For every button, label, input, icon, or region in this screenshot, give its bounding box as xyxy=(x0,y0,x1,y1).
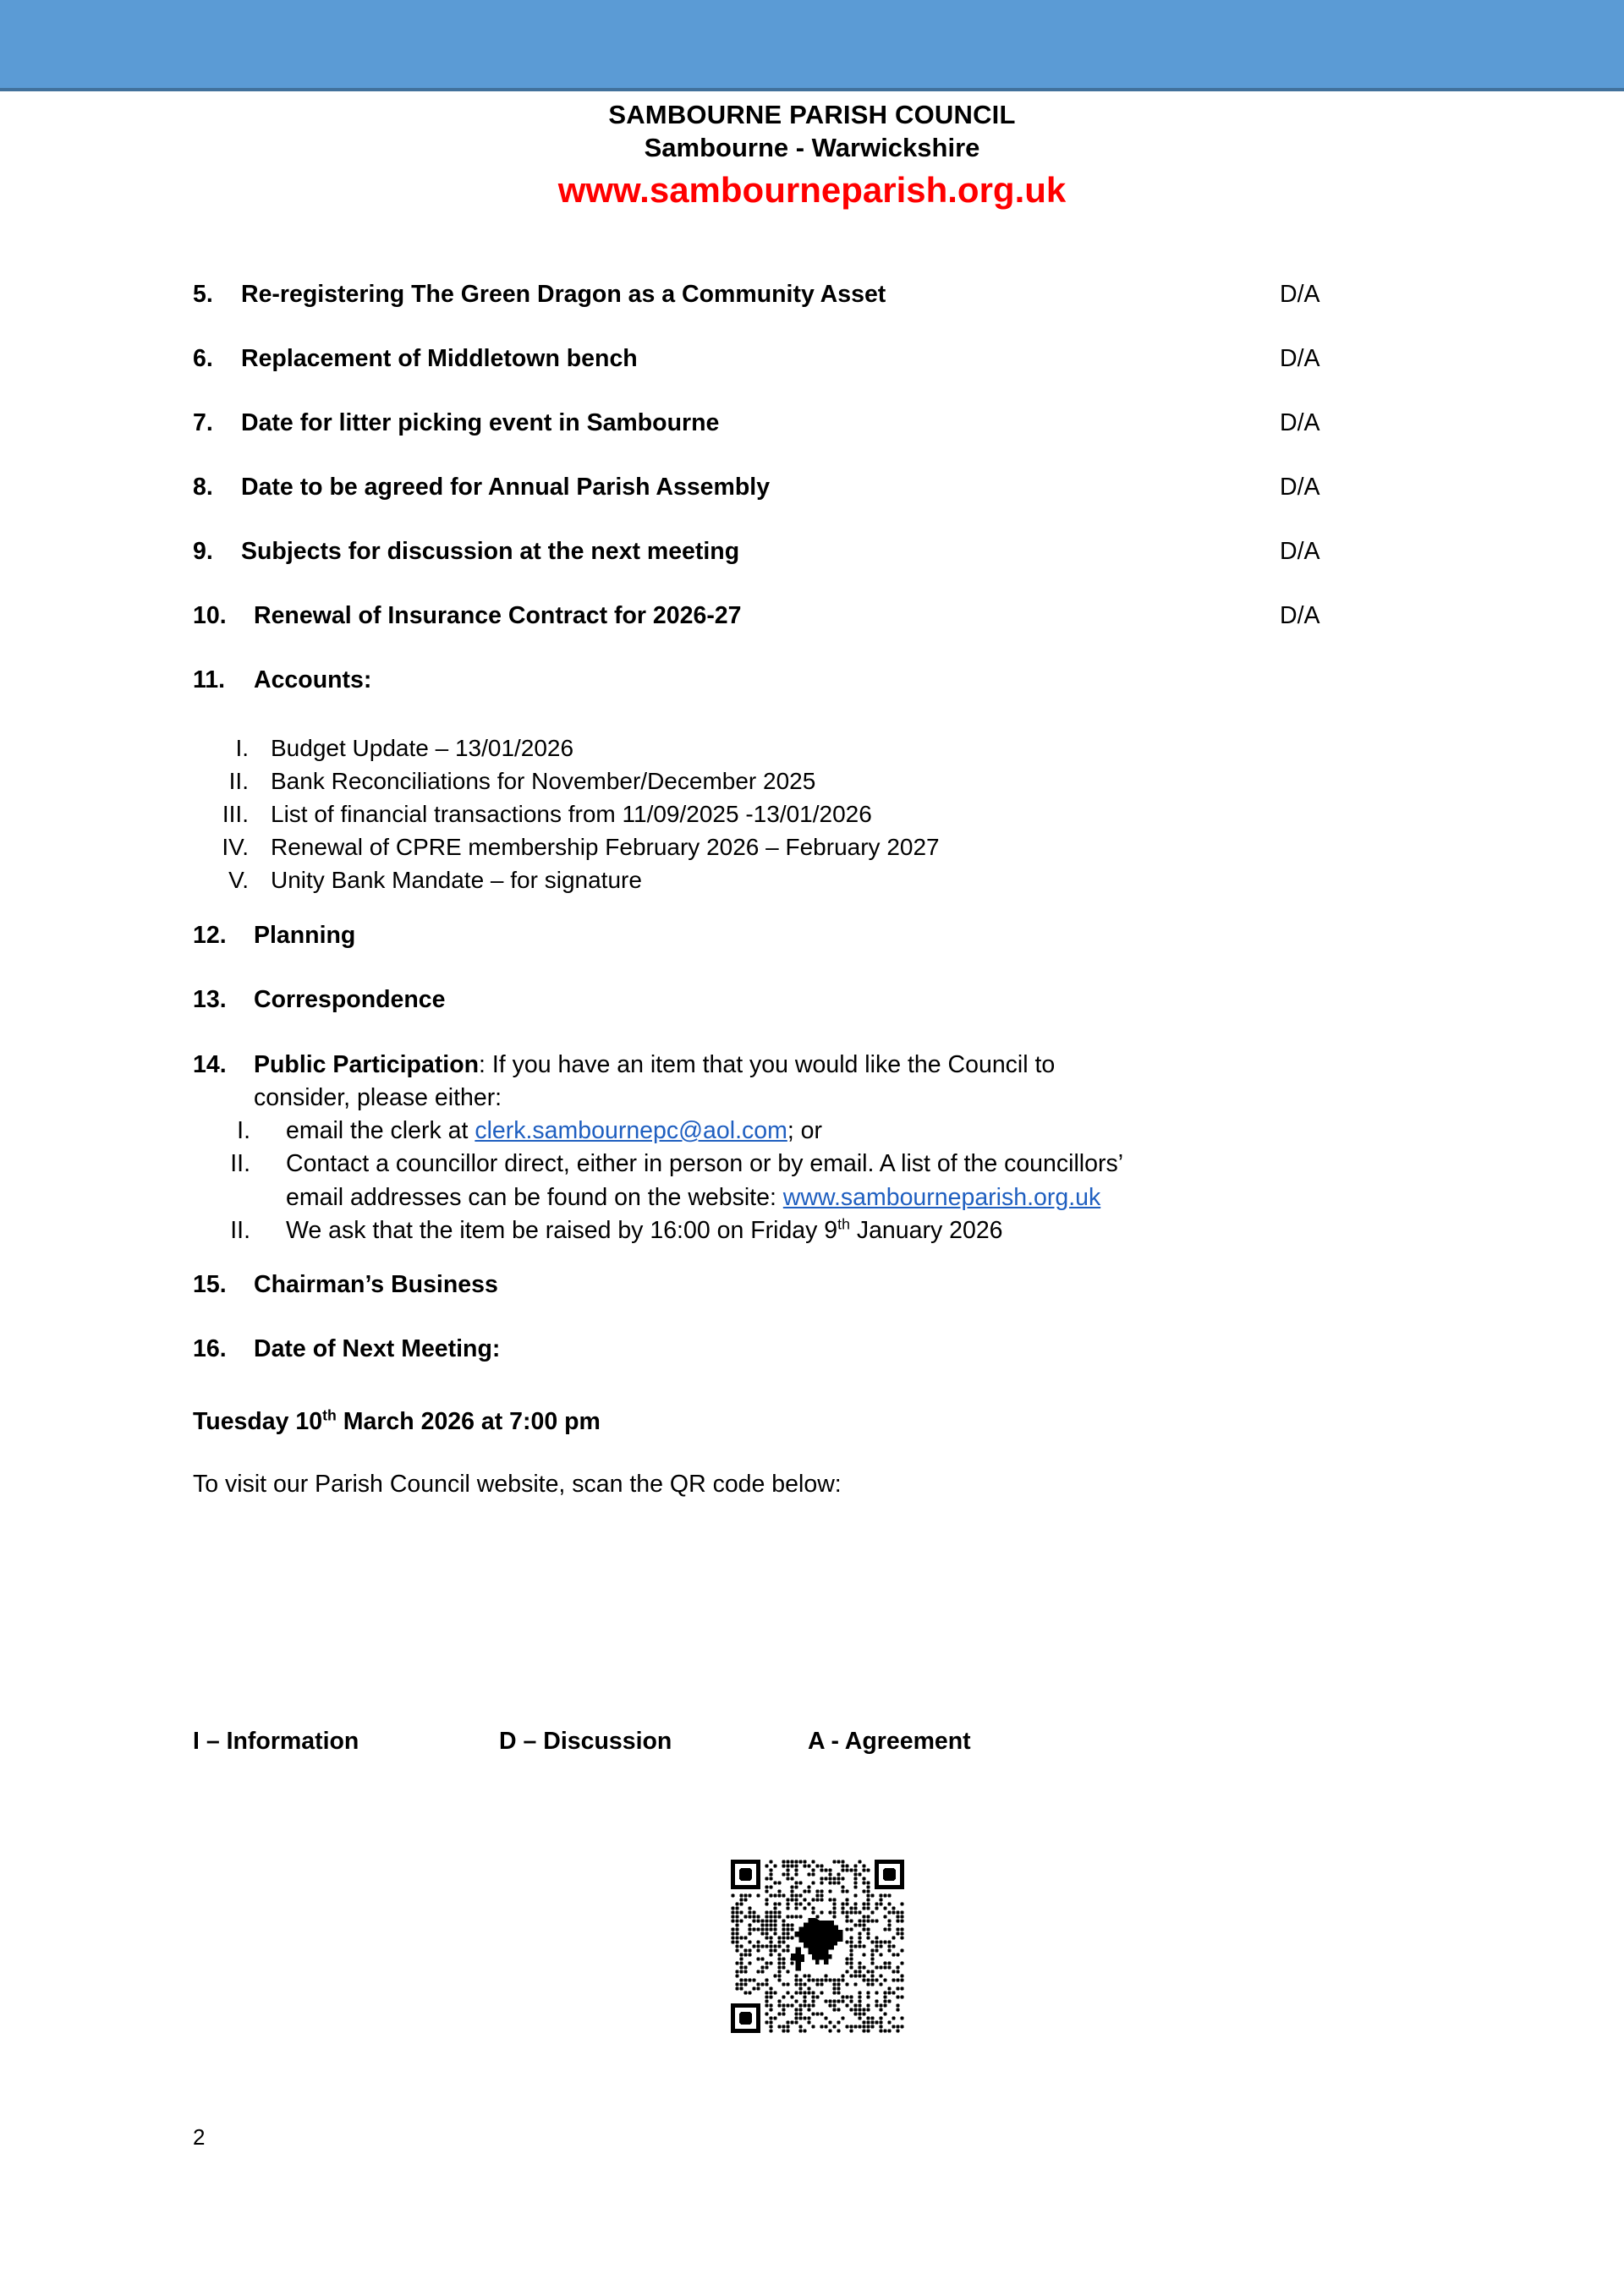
public-participation-option-1 xyxy=(193,1115,1479,1148)
accounts-sub-item-v xyxy=(193,864,1462,897)
option-numeral: I. xyxy=(237,1117,250,1145)
agenda-item-code: D/A xyxy=(1280,538,1320,566)
agenda-item-number: 16. xyxy=(193,1335,227,1363)
parish-website-link[interactable]: www.sambourneparish.org.uk xyxy=(782,1183,1101,1211)
option-suffix: ; or xyxy=(787,1117,823,1145)
agenda-item-text: Renewal of Insurance Contract for 2026-27 xyxy=(254,602,742,630)
option-numeral: II. xyxy=(230,1150,250,1178)
ordinal-suffix: th xyxy=(322,1406,337,1424)
qr-code-svg xyxy=(731,1860,904,2033)
option-prefix: email the clerk at xyxy=(286,1117,475,1145)
accounts-sub-numeral: III. xyxy=(222,801,249,828)
ordinal-suffix: th xyxy=(837,1215,850,1233)
accounts-sub-item-iv xyxy=(193,831,1462,864)
header-blue-band xyxy=(0,0,1624,88)
parish-website-qr-code xyxy=(731,1860,904,2033)
accounts-sub-numeral: II. xyxy=(228,768,249,795)
agenda-item-number: 12. xyxy=(193,921,227,949)
council-location: Sambourne - Warwickshire xyxy=(644,132,980,162)
agenda-item-code: D/A xyxy=(1280,281,1320,308)
legend-row xyxy=(193,1728,1624,1756)
header-band-rule xyxy=(0,88,1624,91)
option-prefix: We ask that the item be raised by 16:00 on Friday 9 xyxy=(286,1217,838,1244)
agenda-item-9 xyxy=(193,536,1428,567)
option-second-line-prefix: email addresses can be found on the website: xyxy=(286,1183,783,1211)
option-text xyxy=(286,1115,1479,1148)
agenda-item-code: D/A xyxy=(1280,602,1320,630)
agenda-item-number: 6. xyxy=(193,345,213,373)
agenda-item-8 xyxy=(193,472,1428,503)
accounts-sub-numeral: IV. xyxy=(222,834,249,861)
agenda-item-12 xyxy=(193,920,1428,951)
public-participation-intro-continued: consider, please either: xyxy=(254,1083,502,1111)
option-suffix: January 2026 xyxy=(849,1217,1003,1244)
agenda-item-text: Re-registering The Green Dragon as a Community Asset xyxy=(241,281,886,308)
letterhead xyxy=(0,100,1624,214)
option-numeral: II. xyxy=(230,1217,250,1244)
agenda-item-text: Planning xyxy=(254,921,356,949)
agenda-item-7 xyxy=(193,408,1428,439)
public-participation-option-3 xyxy=(193,1214,1479,1247)
option-text xyxy=(286,1148,1479,1214)
agenda-item-text: Date to be agreed for Annual Parish Assembly xyxy=(241,474,771,501)
agenda-item-16 xyxy=(193,1334,1428,1365)
agenda-item-11 xyxy=(193,665,1428,696)
accounts-sub-text: Budget Update – 13/01/2026 xyxy=(271,735,574,762)
accounts-sub-text: Bank Reconciliations for November/December 2025 xyxy=(271,768,816,795)
legend-information: I – Information xyxy=(193,1727,359,1755)
agenda-item-text: Date for litter picking event in Sambourne xyxy=(241,409,720,437)
legend-agreement: A - Agreement xyxy=(808,1727,971,1755)
next-meeting-prefix: Tuesday 10 xyxy=(193,1408,323,1436)
agenda-item-text: Subjects for discussion at the next meeting xyxy=(241,538,740,566)
public-participation-intro xyxy=(254,1049,1462,1082)
agenda-item-code: D/A xyxy=(1280,345,1320,373)
public-participation-label: Public Participation xyxy=(254,1050,480,1078)
agenda-item-text: Chairman’s Business xyxy=(254,1271,498,1299)
agenda-item-15 xyxy=(193,1269,1428,1301)
council-website-url: www.sambourneparish.org.uk xyxy=(557,170,1067,211)
option-prefix: Contact a councillor direct, either in person or by email. A list of the councillors’ xyxy=(286,1150,1124,1178)
option-text xyxy=(286,1214,1479,1247)
public-participation-intro-rest: : If you have an item that you would like the Council to xyxy=(479,1050,1056,1078)
agenda-item-number: 15. xyxy=(193,1271,227,1299)
accounts-sub-item-i xyxy=(193,732,1462,765)
agenda-item-number: 10. xyxy=(193,602,227,630)
agenda-item-code: D/A xyxy=(1280,409,1320,437)
next-meeting-suffix: March 2026 at 7:00 pm xyxy=(336,1408,601,1436)
accounts-sub-text: List of financial transactions from 11/09/2025 -13/01/2026 xyxy=(271,801,872,828)
council-name: SAMBOURNE PARISH COUNCIL xyxy=(608,100,1016,129)
agenda-item-text: Replacement of Middletown bench xyxy=(241,345,638,373)
agenda-item-number: 7. xyxy=(193,409,213,437)
legend-discussion: D – Discussion xyxy=(499,1727,672,1755)
agenda-item-number: 8. xyxy=(193,474,213,501)
agenda-item-text: Correspondence xyxy=(254,985,446,1013)
accounts-sub-item-ii xyxy=(193,765,1462,798)
accounts-sub-text: Unity Bank Mandate – for signature xyxy=(271,866,642,893)
public-participation-option-2 xyxy=(193,1148,1479,1214)
agenda-item-number: 9. xyxy=(193,538,213,566)
clerk-email-link[interactable]: clerk.sambournepc@aol.com xyxy=(475,1117,787,1145)
document-body xyxy=(0,279,1624,1756)
agenda-item-code: D/A xyxy=(1280,474,1320,501)
agenda-item-5 xyxy=(193,279,1428,310)
accounts-sub-text: Renewal of CPRE membership February 2026 – February 2027 xyxy=(271,834,940,861)
next-meeting-date xyxy=(193,1406,1624,1438)
agenda-item-6 xyxy=(193,343,1428,375)
agenda-item-14 xyxy=(193,1049,1462,1082)
accounts-sub-list xyxy=(193,732,1462,897)
agenda-item-text: Date of Next Meeting: xyxy=(254,1335,501,1363)
agenda-item-10 xyxy=(193,600,1428,632)
qr-instruction-text: To visit our Parish Council website, scan the QR code below: xyxy=(193,1471,842,1499)
page-number: 2 xyxy=(193,2124,206,2150)
public-participation-options xyxy=(193,1115,1479,1247)
agenda-item-13 xyxy=(193,984,1428,1016)
agenda-item-number: 11. xyxy=(193,666,226,694)
agenda-item-number: 13. xyxy=(193,985,227,1013)
agenda-item-text: Accounts: xyxy=(254,666,372,694)
agenda-item-number: 5. xyxy=(193,281,213,308)
accounts-sub-numeral: I. xyxy=(235,735,249,762)
accounts-sub-item-iii xyxy=(193,798,1462,831)
accounts-sub-numeral: V. xyxy=(228,866,249,893)
agenda-item-number: 14. xyxy=(193,1050,227,1078)
